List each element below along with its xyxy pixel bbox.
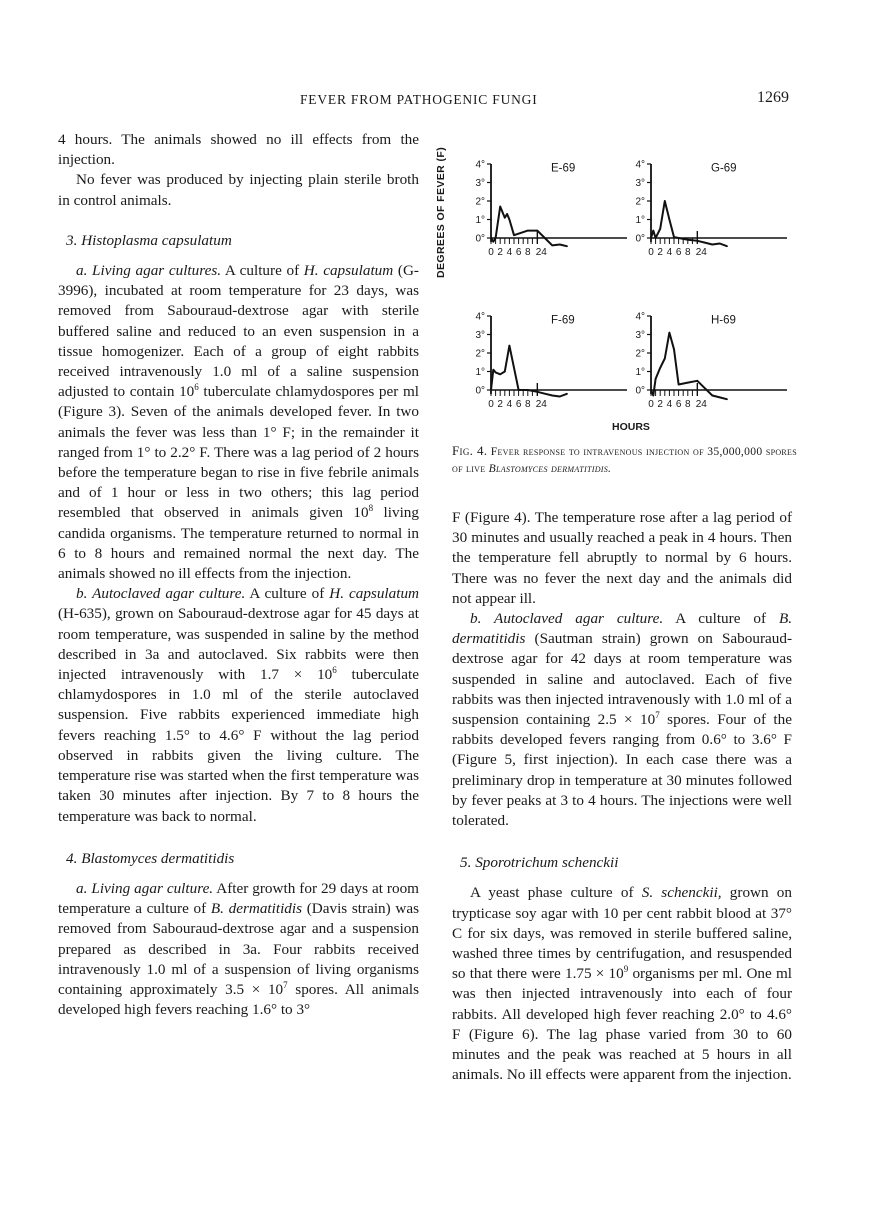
paragraph: 4 hours. The animals showed no ill effects from the injection. bbox=[58, 131, 419, 169]
x-tick-label: 0 bbox=[488, 247, 494, 258]
exponent: 8 bbox=[368, 503, 374, 514]
data-point bbox=[687, 239, 688, 240]
data-point bbox=[653, 395, 654, 396]
subsection-lead: b. Autoclaved agar culture. bbox=[76, 585, 246, 603]
text: (H-635), grown on Sabouraud-dextrose agar for 45 days at room temperature, was suspended in saline by the method described in 3a and autoclaved. Six rabbits were then injected intravenously with 1.7 × 10 bbox=[58, 605, 419, 684]
figure-4 bbox=[435, 128, 795, 438]
data-point bbox=[712, 244, 713, 245]
running-head: FEVER FROM PATHOGENIC FUNGI bbox=[300, 92, 538, 107]
x-tick-label: 4 bbox=[666, 399, 673, 410]
y-tick-label: 1° bbox=[475, 215, 485, 226]
text: A culture of bbox=[245, 585, 330, 603]
x-tick-label: 4 bbox=[506, 399, 513, 410]
y-tick-label: 0° bbox=[475, 233, 485, 245]
y-tick-label: 0° bbox=[635, 233, 645, 245]
right-column bbox=[452, 508, 792, 1085]
y-tick-label: 0° bbox=[475, 385, 485, 397]
y-axis-label: DEGREES OF FEVER (F) bbox=[435, 146, 447, 278]
section-heading-sporotrichum: 5. Sporotrichum schenckii bbox=[460, 854, 619, 872]
y-tick-label: 4° bbox=[635, 311, 645, 323]
paragraph-blastomyces-autoclaved bbox=[452, 609, 792, 831]
y-tick-label: 1° bbox=[635, 215, 645, 226]
exponent: 6 bbox=[332, 665, 337, 676]
panel-svg bbox=[469, 280, 629, 420]
data-point bbox=[697, 380, 698, 381]
x-tick-label: 24 bbox=[695, 399, 707, 410]
data-point bbox=[495, 372, 496, 373]
y-tick-label: 3° bbox=[475, 178, 485, 189]
text: (G-3996), incubated at room temperature for 23 days, was removed from Sabouraud-dextrose agar with sterile buffered saline and reduced to an even suspension in a tissue homogenizer. Each of a group of eight rabbits received intravenously 1.0 ml of a saline suspension adjusted to contain 10 bbox=[58, 262, 419, 401]
data-point bbox=[712, 395, 713, 396]
data-point bbox=[544, 393, 545, 394]
data-point bbox=[669, 332, 670, 333]
data-point bbox=[664, 200, 665, 201]
exponent: 9 bbox=[623, 964, 629, 975]
exponent: 7 bbox=[283, 979, 288, 990]
data-point bbox=[678, 384, 679, 385]
data-point bbox=[687, 382, 688, 383]
x-tick-label: 6 bbox=[675, 399, 682, 410]
text: living candida organisms. The temperature returned to normal in 6 to 8 hours and remained normal the next day. The animals showed no ill effects from the injection. bbox=[58, 504, 419, 583]
species-name: S. schenckii, bbox=[641, 884, 722, 902]
y-tick-label: 1° bbox=[635, 367, 645, 378]
y-tick-label: 3° bbox=[635, 178, 645, 189]
text: A culture of bbox=[663, 610, 779, 628]
section-heading-histoplasma: 3. Histoplasma capsulatum bbox=[66, 231, 232, 249]
exponent: 6 bbox=[194, 382, 199, 393]
data-point bbox=[719, 397, 720, 398]
panel-svg bbox=[469, 128, 629, 268]
data-point bbox=[490, 389, 491, 390]
text: (Davis strain) was removed from Sabouraud-dextrose agar and a suspension prepared as described in 3a. Four rabbits received intravenously 1.0 ml of a suspension of living organisms containing approximately 3.5 × 10 bbox=[58, 900, 420, 998]
y-tick-label: 4° bbox=[475, 311, 485, 323]
data-point bbox=[544, 237, 545, 238]
x-tick-label: 4 bbox=[506, 247, 513, 258]
data-point bbox=[678, 237, 679, 238]
data-point bbox=[559, 244, 560, 245]
figure-caption bbox=[452, 443, 797, 477]
x-tick-label: 6 bbox=[515, 247, 522, 258]
panel-title: F-69 bbox=[551, 314, 575, 327]
y-tick-label: 1° bbox=[475, 367, 485, 378]
paragraph-histoplasma-autoclaved bbox=[58, 584, 419, 826]
text: A yeast phase culture of bbox=[470, 884, 642, 902]
chart-panel-h69 bbox=[629, 280, 789, 420]
species-name: H. capsulatum bbox=[303, 262, 394, 280]
y-tick-label: 2° bbox=[475, 196, 485, 208]
exponent: 7 bbox=[655, 710, 660, 721]
data-point bbox=[495, 237, 496, 238]
data-point bbox=[650, 389, 651, 390]
x-tick-label: 2 bbox=[497, 399, 503, 410]
section-heading-blastomyces: 4. Blastomyces dermatitidis bbox=[66, 849, 235, 867]
data-point bbox=[504, 371, 505, 372]
x-tick-label: 4 bbox=[666, 247, 673, 258]
text: tuberculate chlamydospores per ml (Figure 3). Seven of the animals developed fever. In two animals the fever was less than 1° F; in the remainder it ranged from 1° to 2.2° F. There was a lag period of 2 hours before the temperature began to rise in five febrile animals and of 1 hour or less in two others; this lag period resembled that observed in animals given 10 bbox=[58, 383, 419, 522]
y-tick-label: 2° bbox=[635, 196, 645, 208]
data-point bbox=[490, 237, 491, 238]
x-tick-label: 2 bbox=[497, 247, 503, 258]
data-point bbox=[653, 230, 654, 231]
x-tick-label: 2 bbox=[657, 247, 663, 258]
caption-label: Fig. 4. bbox=[452, 443, 488, 458]
data-point bbox=[655, 237, 656, 238]
text: tuberculate chlamydospores in 1.0 ml of the sterile autoclaved suspension. Five rabbits experienced immediate high fevers reaching 1.5° to 4.6° F without the lag period observed in rabbits given the living culture. The temperature rise was started when the first temperature was taken 30 minutes after injection. By 7 to 8 hours the temperature was back to normal. bbox=[58, 666, 420, 825]
x-tick-label: 0 bbox=[648, 247, 654, 258]
x-axis-label: HOURS bbox=[612, 421, 650, 433]
panel-svg bbox=[629, 280, 789, 420]
y-tick-label: 2° bbox=[635, 348, 645, 360]
data-point bbox=[660, 367, 661, 368]
x-tick-label: 24 bbox=[535, 399, 547, 410]
x-tick-label: 0 bbox=[648, 399, 654, 410]
panel-title: E-69 bbox=[551, 162, 576, 175]
data-point bbox=[669, 219, 670, 220]
data-point bbox=[567, 246, 568, 247]
data-point bbox=[509, 219, 510, 220]
fever-curve-g-69 bbox=[651, 201, 727, 246]
data-point bbox=[493, 241, 494, 242]
species-name: B. dermatitidis bbox=[452, 610, 793, 648]
y-tick-label: 3° bbox=[635, 330, 645, 341]
x-tick-label: 8 bbox=[685, 247, 691, 258]
data-point bbox=[660, 228, 661, 229]
chart-panel-f69 bbox=[469, 280, 629, 420]
text: (Sautman strain) grown on Sabouraud-dextrose agar for 42 days at room temperature was suspended in saline and autoclaved. Each of five rabbits was then injected intravenously with 1.0 ml of a suspension containing 2.5 × 10 bbox=[452, 630, 792, 729]
page-number: 1269 bbox=[757, 89, 789, 106]
chart-panel-g69 bbox=[629, 128, 789, 268]
subsection-lead: a. Living agar culture. bbox=[76, 879, 214, 897]
data-point bbox=[673, 236, 674, 237]
y-tick-label: 4° bbox=[475, 159, 485, 171]
text: grown on trypticase soy agar with 10 per cent rabbit blood at 37° C for six days, was removed in sterile buffered saline, washed three times by centrifugation, and resuspended so that there were 1.75 × 10 bbox=[452, 884, 792, 983]
subsection-lead: a. Living agar cultures. bbox=[76, 262, 222, 280]
data-point bbox=[509, 345, 510, 346]
data-point bbox=[527, 230, 528, 231]
x-tick-label: 8 bbox=[525, 399, 531, 410]
y-tick-label: 2° bbox=[475, 348, 485, 360]
fever-curve-e-69 bbox=[491, 207, 567, 247]
caption-species: Blastomyces dermatitidis. bbox=[488, 461, 612, 475]
left-column bbox=[58, 130, 419, 1020]
x-tick-label: 6 bbox=[675, 247, 682, 258]
panel-svg bbox=[629, 128, 789, 268]
text: organisms per ml. One ml was then injected intravenously into each of four rabbits. All developed high fever reaching 2.0° to 4.6° F (Figure 6). The lag phase varied from 30 to 60 minutes and the peak was reached at 5 hours in all animals. No ill effects were apparent from the injection. bbox=[452, 965, 792, 1084]
chart-panel-e69 bbox=[469, 128, 629, 268]
paragraph-histoplasma-living bbox=[58, 261, 419, 584]
text: spores. Four of the rabbits developed fevers ranging from 0.6° to 3.6° F (Figure 5, first injection). In each case there was a preliminary drop in temperature at 30 minutes followed by fever peaks at 3 to 4 hours. The injections were well tolerated. bbox=[452, 711, 792, 830]
panel-title: G-69 bbox=[711, 162, 737, 175]
data-point bbox=[727, 399, 728, 400]
x-tick-label: 8 bbox=[685, 399, 691, 410]
data-point bbox=[664, 358, 665, 359]
data-point bbox=[518, 389, 519, 390]
y-tick-label: 3° bbox=[475, 330, 485, 341]
paragraph: F (Figure 4). The temperature rose after a lag period of 30 minutes and usually reached a peak in 4 hours. Then the temperature fell abruptly to normal by 6 hours. There was no fever the next day and the animals did not appear ill. bbox=[452, 509, 792, 607]
data-point bbox=[493, 369, 494, 370]
data-point bbox=[513, 367, 514, 368]
x-tick-label: 6 bbox=[515, 399, 522, 410]
data-point bbox=[719, 243, 720, 244]
data-point bbox=[727, 246, 728, 247]
data-point bbox=[527, 389, 528, 390]
data-point bbox=[567, 393, 568, 394]
paragraph-sporotrichum bbox=[452, 883, 792, 1085]
panel-title: H-69 bbox=[711, 314, 736, 327]
paragraph: No fever was produced by injecting plain sterile broth in control animals. bbox=[58, 171, 419, 209]
y-tick-label: 4° bbox=[635, 159, 645, 171]
paragraph-blastomyces-living bbox=[58, 879, 419, 1020]
data-point bbox=[537, 391, 538, 392]
data-point bbox=[500, 374, 501, 375]
species-name: B. dermatitidis bbox=[210, 900, 303, 918]
x-tick-label: 2 bbox=[657, 399, 663, 410]
x-tick-label: 0 bbox=[488, 399, 494, 410]
data-point bbox=[704, 242, 705, 243]
data-point bbox=[673, 349, 674, 350]
data-point bbox=[507, 213, 508, 214]
data-point bbox=[697, 240, 698, 241]
data-point bbox=[513, 235, 514, 236]
data-point bbox=[704, 388, 705, 389]
text: After growth for 29 days at room temperature a culture of bbox=[58, 879, 419, 918]
data-point bbox=[655, 378, 656, 379]
x-tick-label: 8 bbox=[525, 247, 531, 258]
data-point bbox=[552, 395, 553, 396]
data-point bbox=[537, 230, 538, 231]
data-point bbox=[552, 245, 553, 246]
x-tick-label: 24 bbox=[695, 247, 707, 258]
text: spores. All animals developed high fevers reaching 1.6° to 3° bbox=[58, 980, 419, 1019]
data-point bbox=[650, 237, 651, 238]
data-point bbox=[559, 396, 560, 397]
x-tick-label: 24 bbox=[535, 247, 547, 258]
y-tick-label: 0° bbox=[635, 385, 645, 397]
subsection-lead: b. Autoclaved agar culture. bbox=[470, 610, 664, 628]
fever-curve-f-69 bbox=[491, 346, 567, 397]
caption-text: Fever response to intravenous injection of 35,000,000 spores of live bbox=[452, 445, 797, 475]
species-name: H. capsulatum bbox=[329, 585, 420, 603]
data-point bbox=[504, 217, 505, 218]
text: A culture of bbox=[221, 262, 304, 280]
data-point bbox=[500, 206, 501, 207]
